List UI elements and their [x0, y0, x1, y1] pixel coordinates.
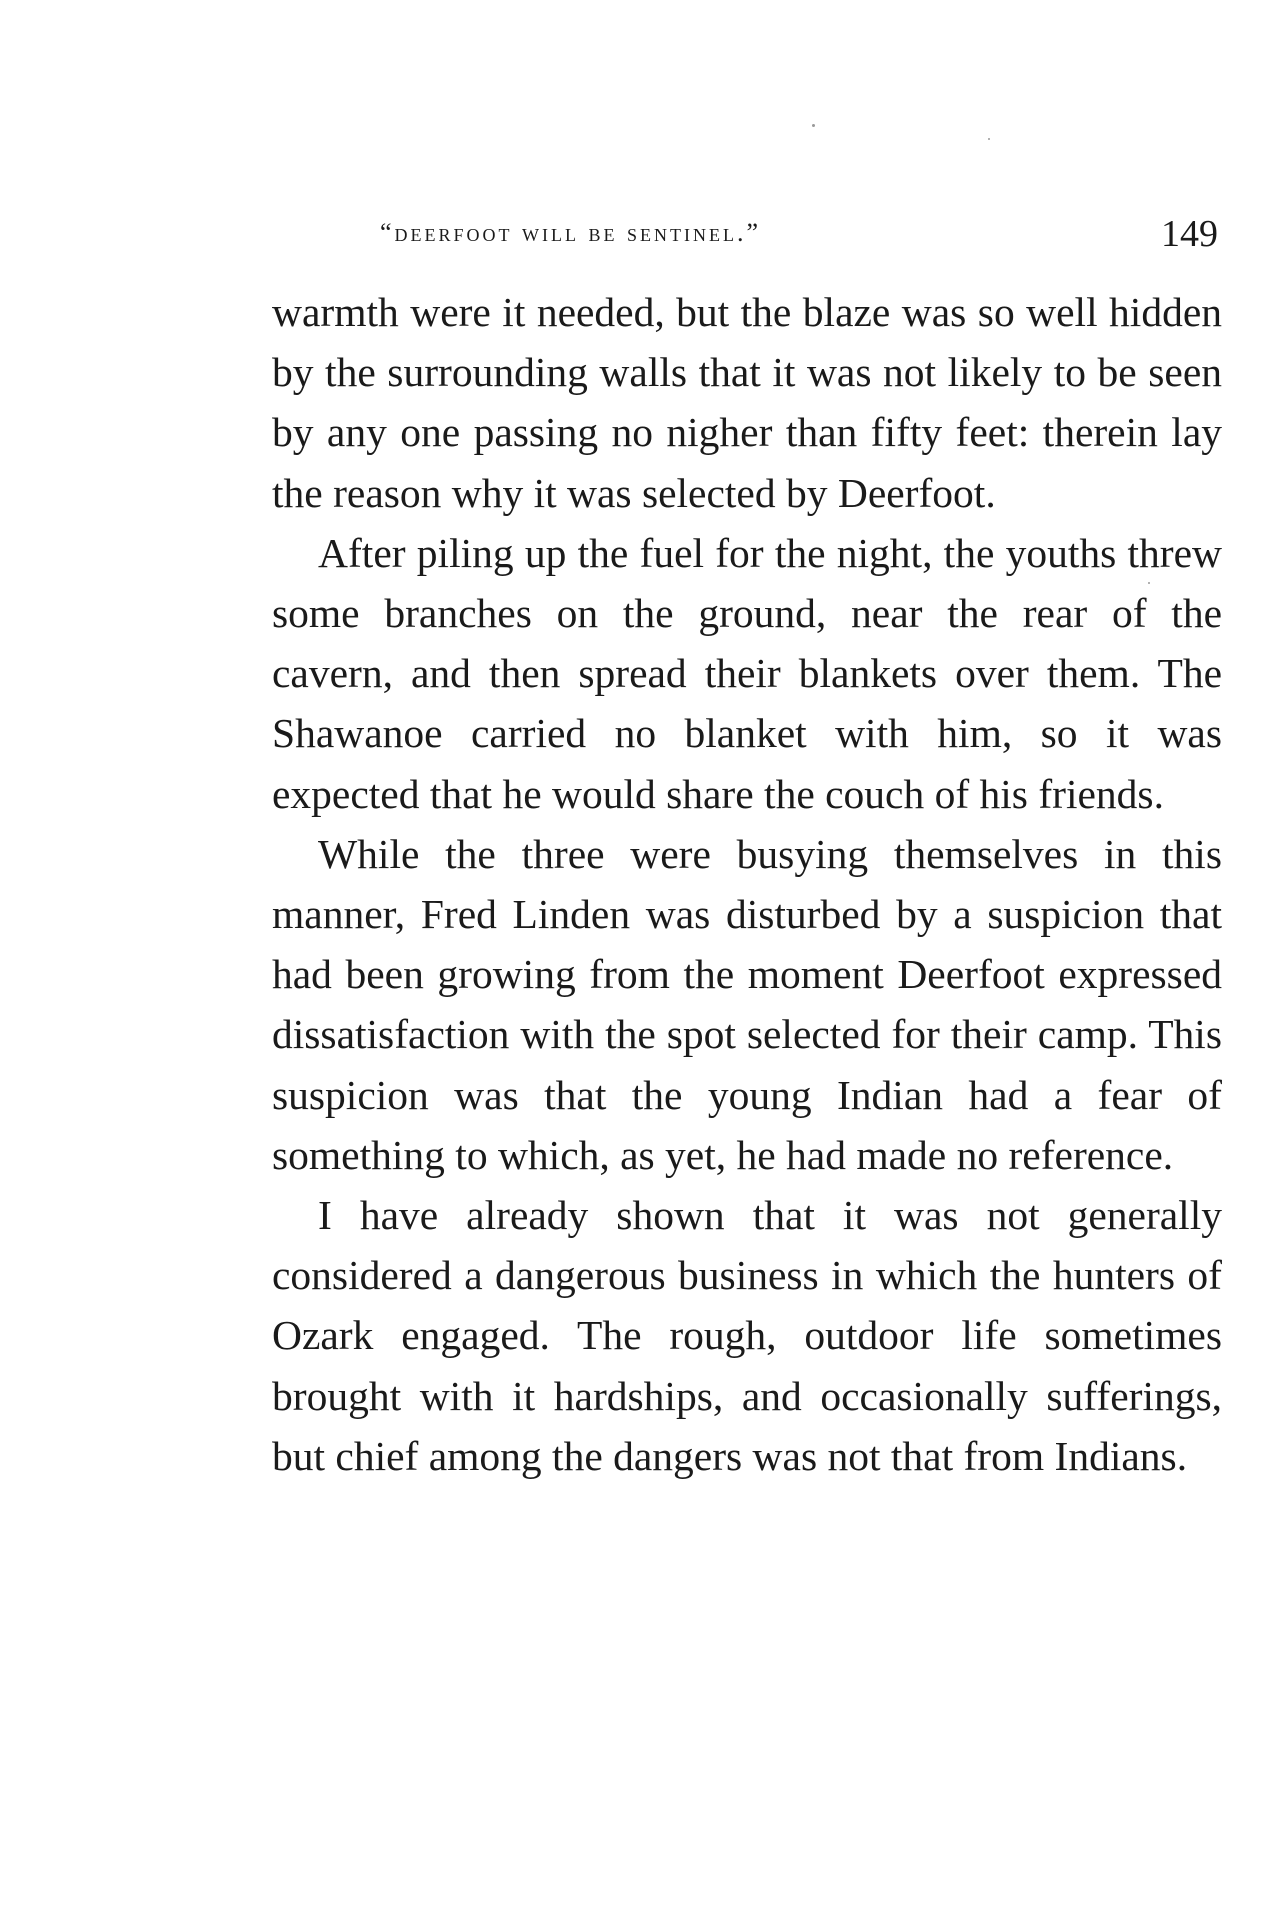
page-header — [380, 212, 1218, 260]
paragraph: While the three were busying themselves in this manner, Fred Linden was disturbed by a suspicion that had been growing from the moment Deerfoot expressed dissatisfaction with the spot selected for their camp. This suspicion was that the young Indian had a fear of something to which, as yet, he had made no reference. — [272, 830, 1222, 1178]
paragraph: I have already shown that it was not generally considered a dangerous business in which the hunters of Ozark engaged. The rough, outdoor life sometimes brought with it hardships, and occasionally sufferings, but chief among the dangers was not that from Indians. — [272, 1192, 1222, 1479]
paper-speck — [988, 138, 990, 140]
running-head: “deerfoot will be sentinel.” — [380, 218, 762, 247]
paper-speck — [1148, 582, 1150, 584]
paragraph: After piling up the fuel for the night, the youths threw some branches on the ground, near the rear of the cavern, and then spread their blankets over them. The Shawanoe carried no blanket with him, so it was expected that he would share the couch of his friends. — [272, 529, 1222, 817]
page-number: 149 — [1161, 213, 1218, 255]
body-text — [272, 282, 1222, 1486]
paragraph: warmth were it needed, but the blaze was so well hidden by the surrounding walls that it was not likely to be seen by any one passing no nigher than fifty feet: therein lay the reason why it was selected by Deerfoot. — [272, 289, 1222, 516]
paper-speck — [812, 124, 815, 127]
